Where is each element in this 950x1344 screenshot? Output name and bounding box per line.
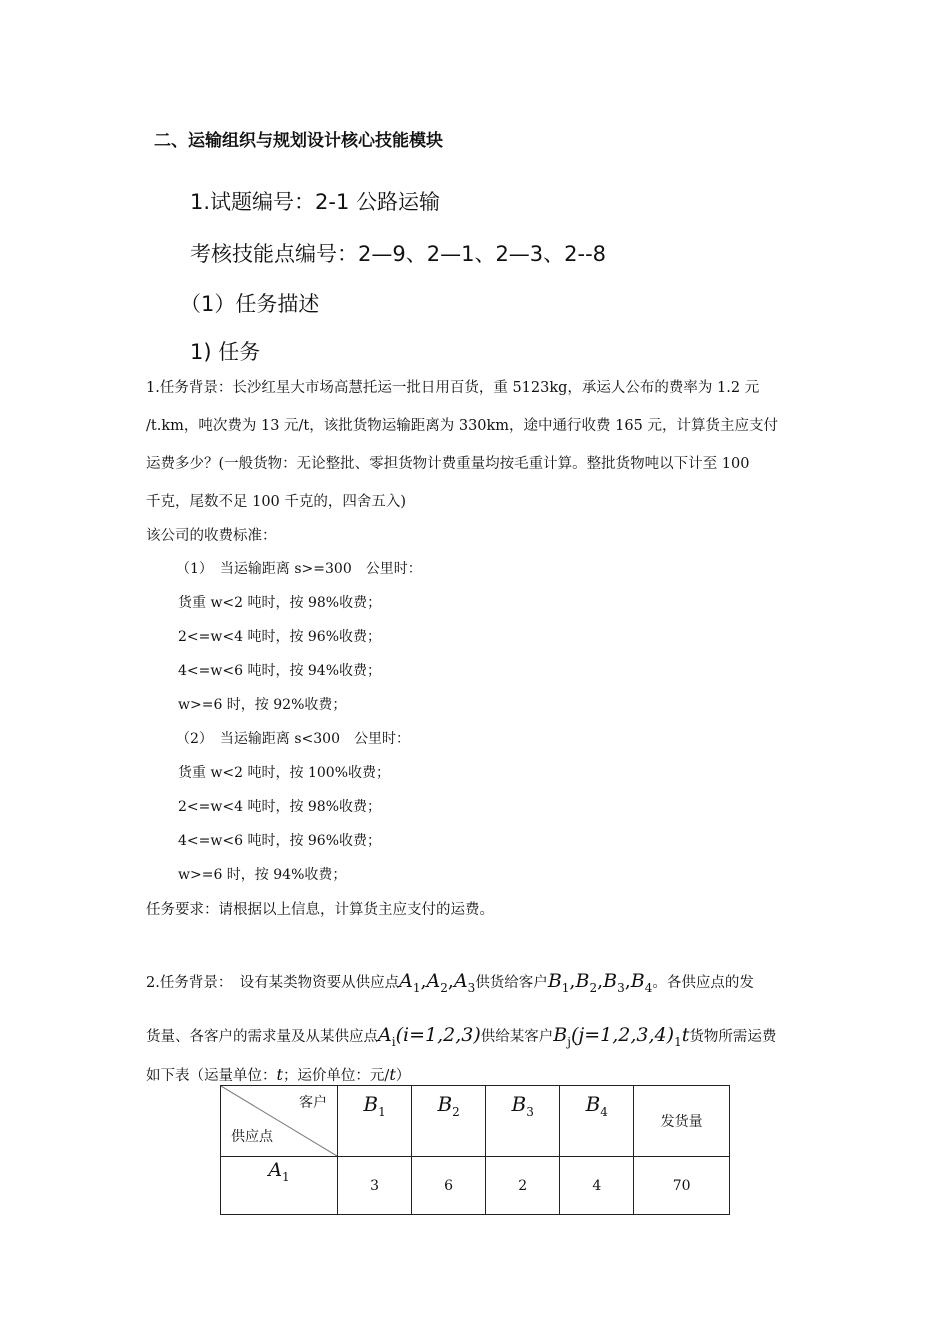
table-header-row bbox=[221, 1086, 730, 1157]
task1-line-2: /t.km，吨次费为 13 元/t，该批货物运输距离为 330km，途中通行收费 165 元，计算货主应支付 bbox=[146, 418, 778, 434]
task1-line-1: 1.任务背景：长沙红星大市场高慧托运一批日用百货，重 5123kg，承运人公布的费率为 1.2 元 bbox=[146, 380, 760, 396]
supplier-symbols: $A_1,A_2,A_3$ bbox=[399, 970, 476, 995]
unit-t-symbol-2: t bbox=[389, 1065, 396, 1084]
task1-line-3: 运费多少？(一般货物：无论整批、零担货物计费重量均按毛重计算。整批货物吨以下计至 100 bbox=[146, 456, 750, 472]
header-b2: $B_2$ bbox=[412, 1086, 486, 1157]
standard-intro: 该公司的收费标准： bbox=[146, 528, 277, 544]
case2-rule-3: 4<=w<6 吨时，按 96%收费； bbox=[178, 833, 382, 849]
skill-points: 考核技能点编号：2—9、2—1、2—3、2--8 bbox=[190, 242, 607, 266]
unit-t-symbol: t bbox=[276, 1065, 283, 1084]
task-heading: 1) 任务 bbox=[190, 340, 261, 364]
corner-customer-label: 客户 bbox=[299, 1095, 327, 1111]
task2-line-3: 如下表（运量单位：t；运价单位：元/t） bbox=[146, 1065, 411, 1084]
supplier-index-formula: $A_i(i=1,2,3)$ bbox=[378, 1024, 481, 1049]
customer-index-formula: $B_j(j=1,2,3,4)_1t$ bbox=[553, 1024, 690, 1049]
case1-rule-1: 货重 w<2 吨时，按 98%收费； bbox=[178, 595, 382, 611]
section-heading: 二、运输组织与规划设计核心技能模块 bbox=[154, 131, 443, 151]
task-description-heading: （1）任务描述 bbox=[180, 292, 320, 316]
cost-cell: 4 bbox=[560, 1157, 634, 1215]
header-b4: $B_4$ bbox=[560, 1086, 634, 1157]
case1-rule-3: 4<=w<6 吨时，按 94%收费； bbox=[178, 663, 382, 679]
case2-rule-1: 货重 w<2 吨时，按 100%收费； bbox=[178, 765, 390, 781]
cost-cell: 3 bbox=[338, 1157, 412, 1215]
corner-supplier-label: 供应点 bbox=[231, 1129, 273, 1145]
case2-rule-2: 2<=w<4 吨时，按 98%收费； bbox=[178, 799, 382, 815]
task1-requirement: 任务要求：请根据以上信息，计算货主应支付的运费。 bbox=[146, 902, 494, 918]
freight-table bbox=[220, 1085, 730, 1215]
case2-rule-4: w>=6 时，按 94%收费； bbox=[178, 867, 347, 883]
header-supply: 发货量 bbox=[634, 1086, 730, 1157]
customer-symbols: $B_1,B_2,B_3,B_4$ bbox=[547, 970, 653, 995]
case2-heading: （2） 当运输距离 s<300 公里时： bbox=[176, 731, 410, 747]
case1-rule-4: w>=6 时，按 92%收费； bbox=[178, 697, 347, 713]
exam-title: 1.试题编号：2-1 公路运输 bbox=[190, 190, 441, 214]
header-b3: $B_3$ bbox=[486, 1086, 560, 1157]
header-b1: $B_1$ bbox=[338, 1086, 412, 1157]
task2-line-2: 货量、各客户的需求量及从某供应点$A_i(i=1,2,3)$供给某客户$B_j(j=1,2,3,4)_1t$货物所需运费 bbox=[146, 1024, 777, 1049]
cost-cell: 2 bbox=[486, 1157, 560, 1215]
case1-rule-2: 2<=w<4 吨时，按 96%收费； bbox=[178, 629, 382, 645]
case1-heading: （1） 当运输距离 s>=300 公里时： bbox=[176, 561, 422, 577]
table-row bbox=[221, 1157, 730, 1215]
task2-line-1: 2.任务背景： 设有某类物资要从供应点$A_1,A_2,A_3$供货给客户$B_1,B_2,B_3,B_4$。各供应点的发 bbox=[146, 970, 754, 995]
supply-cell: 70 bbox=[634, 1157, 730, 1215]
cost-cell: 6 bbox=[412, 1157, 486, 1215]
corner-cell bbox=[221, 1086, 338, 1157]
task1-line-4: 千克，尾数不足 100 千克的，四舍五入) bbox=[146, 494, 407, 510]
row-supplier-a1: $A_1$ bbox=[221, 1157, 338, 1215]
